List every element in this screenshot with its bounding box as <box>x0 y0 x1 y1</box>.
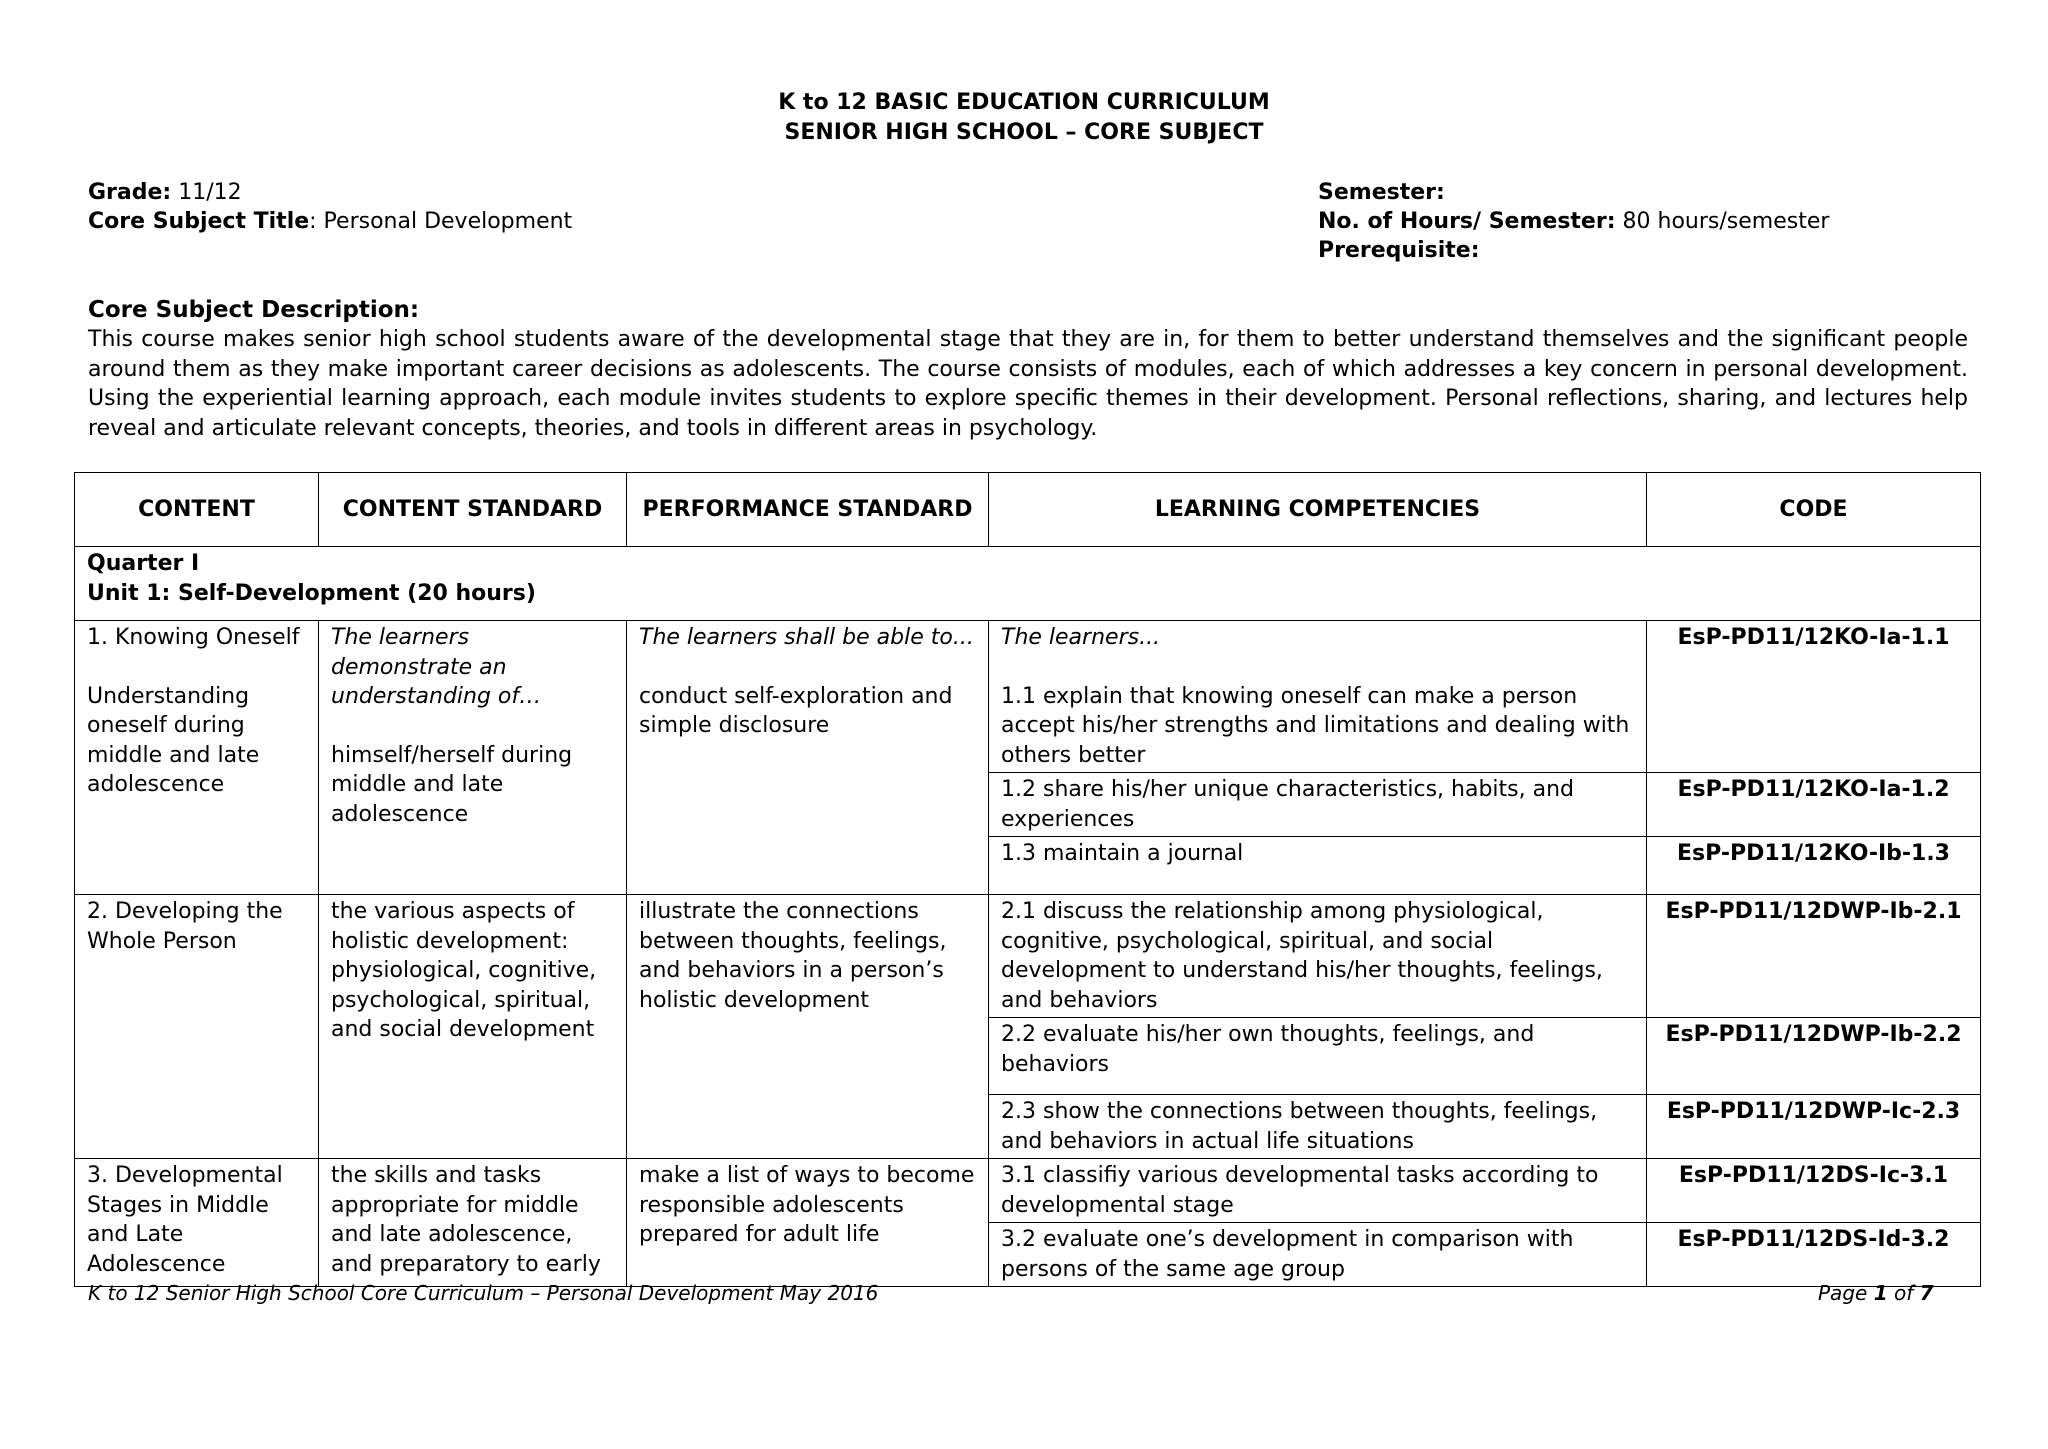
curriculum-table <box>74 472 1981 1287</box>
doc-title: K to 12 BASIC EDUCATION CURRICULUM <box>778 90 1270 115</box>
standard-intro: The learners demonstrate an understanding of… <box>331 625 542 709</box>
code-cell: EsP-PD11/12DWP-Ic-2.3 <box>1647 1095 1981 1159</box>
competency-text: 1.1 explain that knowing oneself can make a person accept his/her strengths and limitations and dealing with others better <box>1001 683 1630 768</box>
competency-cell <box>989 621 1647 773</box>
content-standard-cell: the various aspects of holistic development: physiological, cognitive, psychological, spiritual, and social development <box>319 895 627 1159</box>
competency-cell: 1.2 share his/her unique characteristics, habits, and experiences <box>989 773 1647 837</box>
content-subtitle: Understanding oneself during middle and late adolescence <box>87 683 260 797</box>
content-cell: 2. Developing the Whole Person <box>75 895 319 1159</box>
performance-standard-cell: make a list of ways to become responsible adolescents prepared for adult life <box>627 1159 989 1287</box>
performance-text: conduct self-exploration and simple disclosure <box>639 683 953 738</box>
code-cell: EsP-PD11/12KO-Ia-1.2 <box>1647 773 1981 837</box>
page-word: Page <box>1818 1281 1868 1305</box>
competency-cell: 2.2 evaluate his/her own thoughts, feelings, and behaviors <box>989 1018 1647 1095</box>
header-learning-competencies: LEARNING COMPETENCIES <box>989 473 1647 547</box>
performance-intro: The learners shall be able to... <box>639 625 974 650</box>
subject-label: Core Subject Title <box>88 209 310 234</box>
prereq-line <box>1318 236 1480 266</box>
header-performance-standard: PERFORMANCE STANDARD <box>627 473 989 547</box>
description-heading: Core Subject Description: <box>88 297 420 323</box>
content-standard-cell <box>319 621 627 895</box>
page-total: 7 <box>1919 1281 1934 1305</box>
content-cell <box>75 621 319 895</box>
subject-line <box>88 207 572 237</box>
header-content-standard: CONTENT STANDARD <box>319 473 627 547</box>
table-row <box>75 895 1981 1018</box>
code-cell: EsP-PD11/12DWP-Ib-2.1 <box>1647 895 1981 1018</box>
header-content: CONTENT <box>75 473 319 547</box>
table-row <box>75 1159 1981 1223</box>
code-cell: EsP-PD11/12KO-Ia-1.1 <box>1647 621 1981 773</box>
grade-value: 11/12 <box>178 180 242 205</box>
standard-text: himself/herself during middle and late adolescence <box>331 742 573 827</box>
subject-value: : Personal Development <box>309 209 573 234</box>
semester-line <box>1318 178 1445 208</box>
competency-cell: 3.2 evaluate one’s development in comparison with persons of the same age group <box>989 1223 1647 1287</box>
performance-standard-cell: illustrate the connections between thoughts, feelings, and behaviors in a person’s holistic development <box>627 895 989 1159</box>
quarter-label: Quarter I <box>87 551 200 576</box>
performance-standard-cell <box>627 621 989 895</box>
competency-cell: 2.3 show the connections between thoughts, feelings, and behaviors in actual life situations <box>989 1095 1647 1159</box>
table-header-row <box>75 473 1981 547</box>
hours-line <box>1318 207 1829 237</box>
semester-label: Semester: <box>1318 180 1445 205</box>
hours-value: 80 hours/semester <box>1622 209 1830 234</box>
page-current: 1 <box>1873 1281 1888 1305</box>
footer-left: K to 12 Senior High School Core Curriculum – Personal Development May 2016 <box>88 1281 879 1305</box>
header-code: CODE <box>1647 473 1981 547</box>
code-cell: EsP-PD11/12DWP-Ib-2.2 <box>1647 1018 1981 1095</box>
unit-label: Unit 1: Self-Development (20 hours) <box>87 580 536 606</box>
content-title: 1. Knowing Oneself <box>87 625 300 650</box>
unit-row <box>75 547 1981 621</box>
competency-intro: The learners... <box>1001 625 1161 650</box>
doc-subtitle: SENIOR HIGH SCHOOL – CORE SUBJECT <box>784 120 1264 145</box>
hours-label: No. of Hours/ Semester: <box>1318 209 1616 234</box>
code-cell: EsP-PD11/12DS-Ic-3.1 <box>1647 1159 1981 1223</box>
grade-line <box>88 178 242 208</box>
competency-cell: 2.1 discuss the relationship among physiological, cognitive, psychological, spiritual, and social development to understand his/her thoughts, feelings, and behaviors <box>989 895 1647 1018</box>
description-text: This course makes senior high school students aware of the developmental stage that they are in, for them to better understand themselves and the significant people around them as they make important career decisions as adolescents. The course consists of modules, each of which addresses a key concern in personal development. Using the experiential learning approach, each module invites students to explore specific themes in their development. Personal reflections, sharing, and lectures help reveal and articulate relevant concepts, theories, and tools in different areas in psychology. <box>88 327 1968 441</box>
page-number <box>1818 1281 1934 1305</box>
competency-cell: 1.3 maintain a journal <box>989 837 1647 895</box>
table-row <box>75 621 1981 773</box>
code-cell: EsP-PD11/12KO-Ib-1.3 <box>1647 837 1981 895</box>
content-standard-cell: the skills and tasks appropriate for middle and late adolescence, and preparatory to early <box>319 1159 627 1287</box>
code-cell: EsP-PD11/12DS-Id-3.2 <box>1647 1223 1981 1287</box>
competency-cell: 3.1 classifiy various developmental tasks according to developmental stage <box>989 1159 1647 1223</box>
unit-cell <box>75 547 1981 621</box>
grade-label: Grade: <box>88 180 172 205</box>
of-word: of <box>1893 1281 1914 1305</box>
content-cell: 3. Developmental Stages in Middle and Late Adolescence <box>75 1159 319 1287</box>
prereq-label: Prerequisite: <box>1318 238 1480 263</box>
